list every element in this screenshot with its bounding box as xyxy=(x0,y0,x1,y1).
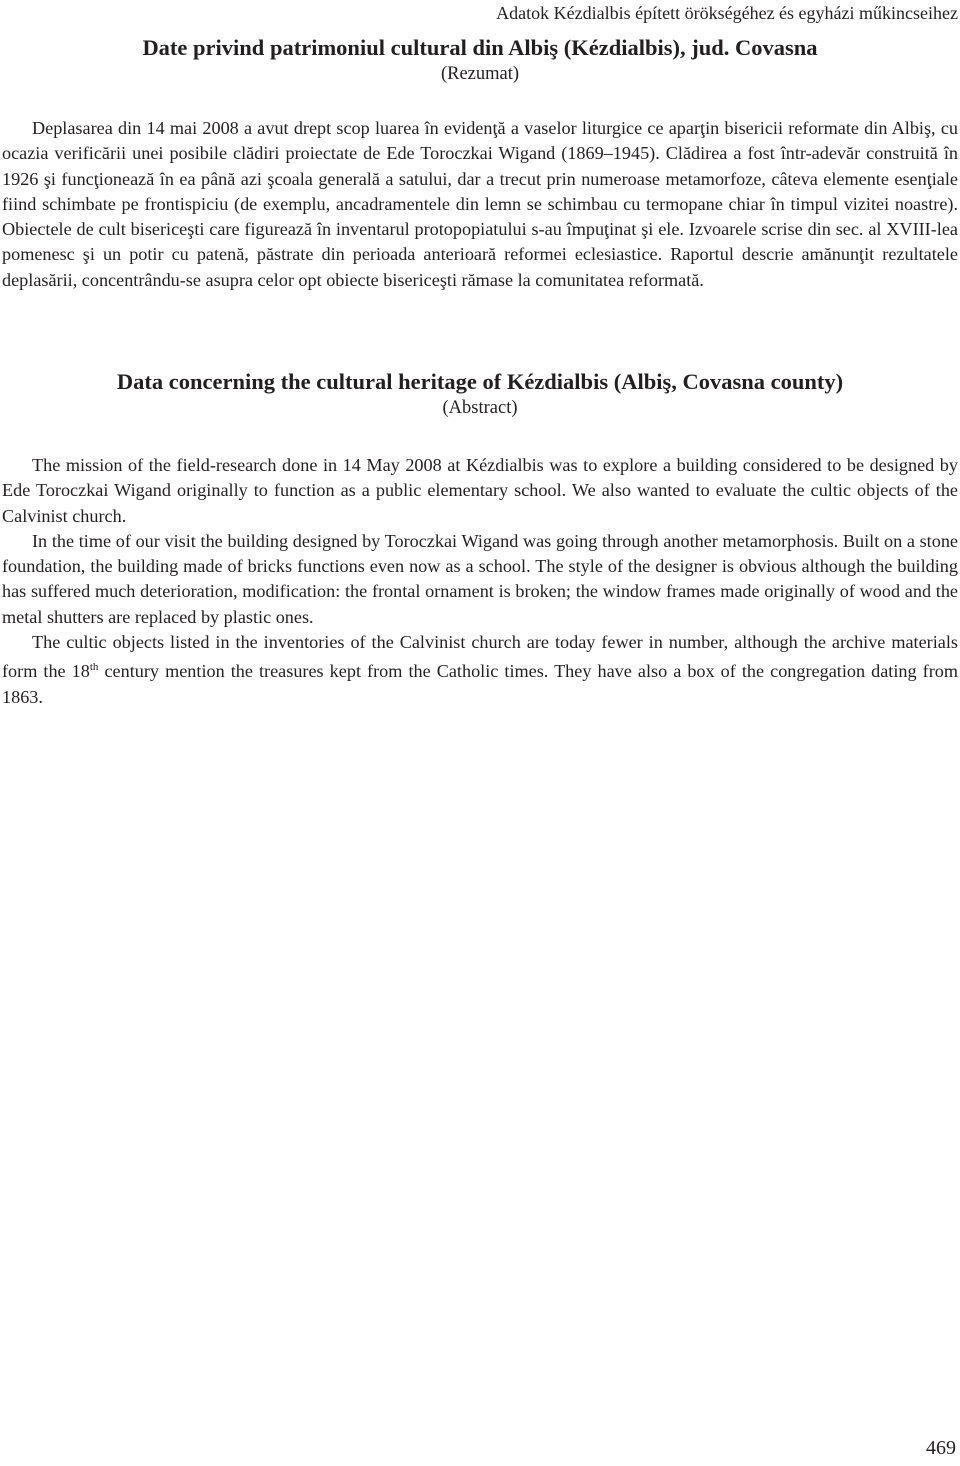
romanian-summary-title: Date privind patrimoniul cultural din Albiş (Kézdialbis), jud. Covasna xyxy=(142,35,818,60)
english-abstract-paragraph-3 xyxy=(2,630,958,710)
page-number: 469 xyxy=(926,1437,956,1459)
paragraph-3-text-start: The cultic objects listed in the inventories of the Calvinist church are today fewer in number, although the archive materials form the 18 xyxy=(2,632,958,682)
english-abstract-body xyxy=(2,453,958,710)
running-head: Adatok Kézdialbis épített örökségéhez és egyházi műkincseihez xyxy=(496,3,958,23)
romanian-summary-subtitle: (Rezumat) xyxy=(440,64,520,84)
romanian-summary-section xyxy=(2,34,958,293)
romanian-summary-paragraph: Deplasarea din 14 mai 2008 a avut drept scop luarea în evidenţă a vaselor liturgice ce aparţin bisericii reformate din Albiş, cu ocazia verificării unei posibile clădiri proiectate de Ede Toroczkai Wigand (1869–1945). Clădirea a fost într-adevăr construită în 1926 şi funcţionează în ea până azi şcoala generală a satului, dar a trecut prin numeroase metamorfoze, câteva elemente esenţiale fiind schimbate pe frontispiciu (de exemplu, ancadramentele din lemn se schimbau cu termopane chiar în timpul vizitei noastre). Obiectele de cult bisericeşti care figurează în inventarul protopopiatului s-au împuţinat şi ele. Izvoarele scrise din sec. al XVIII-lea pomenesc şi un potir cu patenă, păstrate din perioada anterioară reformei eclesiastice. Raportul descrie amănunţit rezultatele deplasării, concentrându-se asupra celor opt obiecte bisericeşti rămase la comunitatea reformată. xyxy=(2,118,958,290)
romanian-summary-body xyxy=(2,116,958,293)
english-abstract-subtitle: (Abstract) xyxy=(442,398,518,418)
paragraph-3-text-end: century mention the treasures kept from the Catholic times. They have also a box of the congregation dating from 1863. xyxy=(2,661,959,707)
ordinal-superscript: th xyxy=(89,661,99,674)
english-abstract-section xyxy=(2,368,958,710)
english-abstract-title: Data concerning the cultural heritage of Kézdialbis (Albiş, Covasna county) xyxy=(116,369,844,394)
english-abstract-paragraph-2: In the time of our visit the building designed by Toroczkai Wigand was going through another metamorphosis. Built on a stone foundation, the building made of bricks functions even now as a school. The style of the designer is obvious although the building has suffered much deterioration, modification: the frontal ornament is broken; the window frames made originally of wood and the metal shutters are replaced by plastic ones. xyxy=(2,530,958,627)
english-abstract-paragraph-1: The mission of the field-research done in 14 May 2008 at Kézdialbis was to explore a building considered to be designed by Ede Toroczkai Wigand originally to function as a public elementary school. We also wanted to evaluate the cultic objects of the Calvinist church. xyxy=(2,455,958,526)
